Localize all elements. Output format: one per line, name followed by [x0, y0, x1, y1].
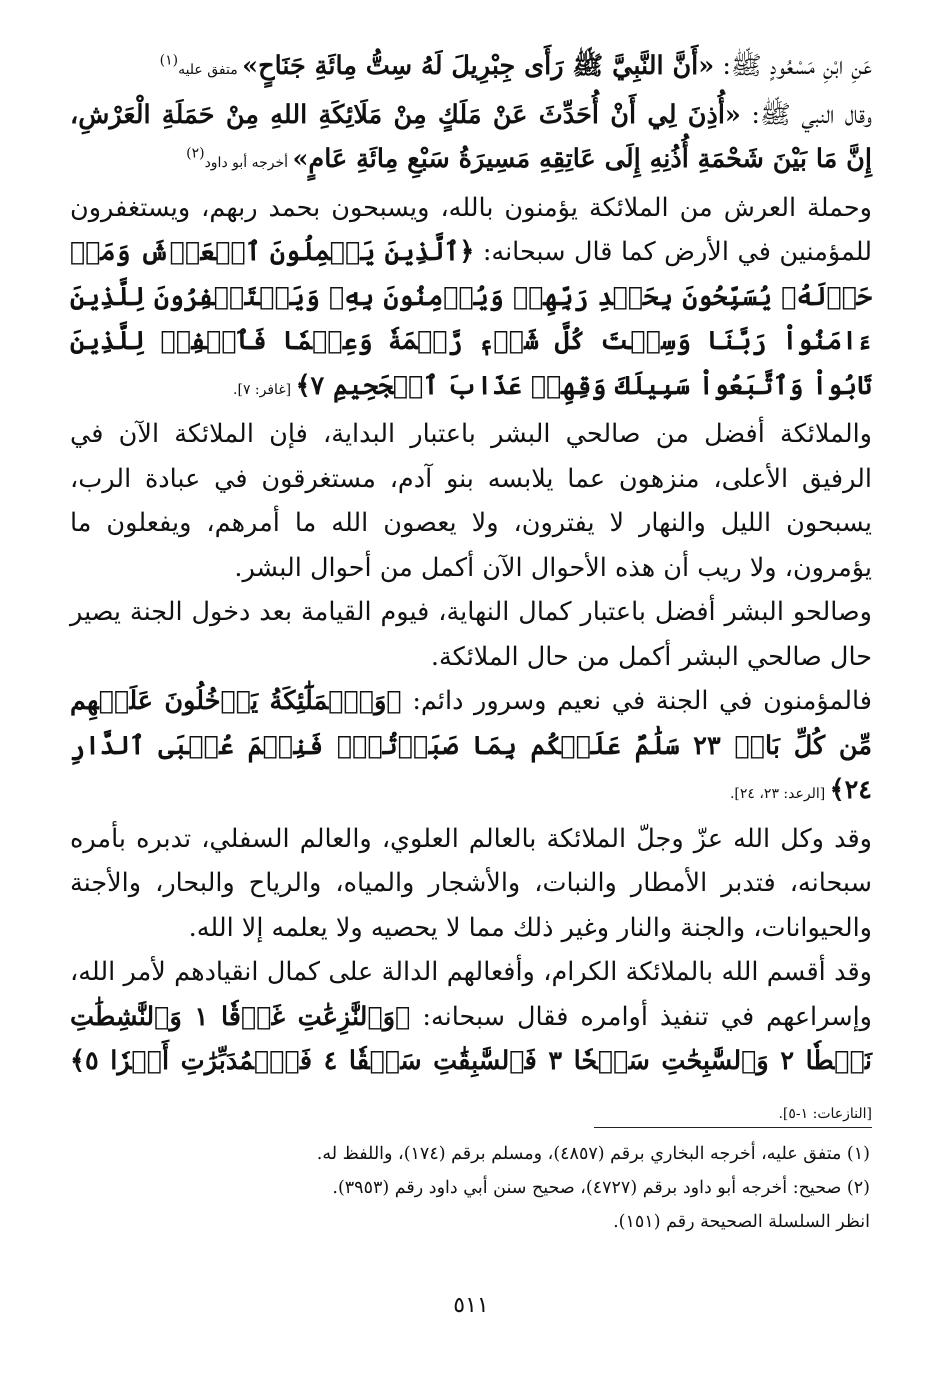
angels-duties-paragraph: وقد وكل الله عزّ وجلّ الملائكة بالعالم العلوي، والعالم السفلي، تدبره بأمره سبحانه، فتدبر الأمطار والنبات، والأشجار والمياه، والرياح والبحار، والأجنة والحيوانات، والجنة والنار وغير ذلك مما لا يحصيه ولا يعلمه إلا الله.	[70, 823, 872, 943]
surah-reference: [النازعات: ١-٥].	[778, 1105, 872, 1122]
surah-reference: [الرعد: ٢٣، ٢٤].	[729, 786, 830, 802]
righteous-humans-paragraph: وصالحو البشر أفضل باعتبار كمال النهاية، فيوم القيامة بعد دخول الجنة يصير حال صالحي البشر أكمل من حال الملائكة.	[70, 597, 872, 672]
quran-verse: ﴿وَٱلۡمَلَٰٓئِكَةُ يَدۡخُلُونَ عَلَيۡهِم مِّن كُلِّ بَابٖ ٢٣ سَلَٰمٌ عَلَيۡكُم بِمَا صَبَرۡتُمۡۚ فَنِعۡمَ عُقۡبَى ٱلدَّارِ ٢٤﴾	[70, 686, 872, 805]
oath-paragraph: وقد أقسم الله بالملائكة الكرام، وأفعالهم الدالة على كمال انقيادهم لأمر الله، وإسراعهم في تنفيذ أوامره فقال سبحانه: ﴿وَٱلنَّٰزِعَٰتِ غَرۡقٗا ١ وَٱلنَّٰشِطَٰتِ نَشۡطٗا ٢ وَٱلسَّٰبِحَٰتِ سَبۡحٗا ٣ فَٱلسَّٰبِقَٰتِ سَبۡقٗا ٤ فَٱلۡمُدَبِّرَٰتِ أَمۡرٗا ٥﴾ [النازعات: ١-٥].	[70, 957, 872, 1122]
footnote-marker: (٢)	[186, 145, 205, 162]
throne-bearers-paragraph: وحملة العرش من الملائكة يؤمنون بالله، ويسبحون بحمد ربهم، ويستغفرون للمؤمنين في الأرض كما قال سبحانه: ﴿ٱلَّذِينَ يَحۡمِلُونَ ٱلۡعَرۡشَ وَمَنۡ حَوۡلَهُۥ يُسَبِّحُونَ بِحَمۡدِ رَبِّهِمۡ وَيُؤۡمِنُونَ بِهِۦ وَيَسۡتَغۡفِرُونَ لِلَّذِينَ ءَامَنُواْ رَبَّنَا وَسِعۡتَ كُلَّ شَيۡءٖ رَّحۡمَةٗ وَعِلۡمٗا فَٱغۡفِرۡ لِلَّذِينَ تَابُواْ وَٱتَّبَعُواْ سَبِيلَكَ وَقِهِمۡ عَذَابَ ٱلۡجَحِيمِ ٧﴾ [غافر: ٧].	[70, 192, 872, 401]
source-reference: متفق عليه	[178, 62, 243, 78]
page-number: ٥١١	[453, 1293, 489, 1318]
source-reference: أخرجه أبو داود	[204, 155, 293, 171]
hadith-quote: «أُذِنَ لِي أَنْ أُحَدِّثَ عَنْ مَلَكٍ مِنْ مَلَائِكَةِ اللهِ مِنْ حَمَلَةِ الْعَرْشِ، إِنَّ مَا بَيْنَ شَحْمَةِ أُذُنِهِ إِلَى عَاتِقِهِ مَسِيرَةُ سَبْعِ مِائَةِ عَامٍ»	[70, 99, 872, 174]
quran-verse: ﴿ٱلَّذِينَ يَحۡمِلُونَ ٱلۡعَرۡشَ وَمَنۡ حَوۡلَهُۥ يُسَبِّحُونَ بِحَمۡدِ رَبِّهِمۡ وَيُؤۡمِنُونَ بِهِۦ وَيَسۡتَغۡفِرُونَ لِلَّذِينَ ءَامَنُواْ رَبَّنَا وَسِعۡتَ كُلَّ شَيۡءٖ رَّحۡمَةٗ وَعِلۡمٗا فَٱغۡفِرۡ لِلَّذِينَ تَابُواْ وَٱتَّبَعُواْ سَبِيلَكَ وَقِهِمۡ عَذَابَ ٱلۡجَحِيمِ ٧﴾	[70, 237, 872, 401]
angels-superiority-paragraph: والملائكة أفضل من صالحي البشر باعتبار البداية، فإن الملائكة الآن في الرفيق الأعلى، منزهون عما يلابسه بنو آدم، مستغرقون في عبادة الرب، يسبحون الليل والنهار لا يفترون، ولا يعصون الله ما أمرهم، ويفعلون ما يؤمرون، ولا ريب أن هذه الأحوال الآن أكمل من أحوال البشر.	[70, 419, 872, 583]
hadith-paragraph-2: وقال النبي ﷺ: «أُذِنَ لِي أَنْ أُحَدِّثَ عَنْ مَلَكٍ مِنْ مَلَائِكَةِ اللهِ مِنْ حَمَلَةِ الْعَرْشِ، إِنَّ مَا بَيْنَ شَحْمَةِ أُذُنِهِ إِلَى عَاتِقِهِ مَسِيرَةُ سَبْعِ مِائَةِ عَامٍ» أخرجه أبو داود$^{(٢)}$	[70, 99, 872, 174]
hadith-quote: «أَنَّ النَّبِيَّ ﷺ رَأَى جِبْرِيلَ لَهُ سِتُّ مِائَةِ جَنَاحٍ»	[242, 51, 715, 81]
surah-reference: [غافر: ٧].	[233, 381, 296, 398]
footnote-2: (٢) صحيح: أخرجه أبو داود برقم (٤٧٢٧)، صحيح سنن أبي داود رقم (٣٩٥٣).	[332, 1178, 870, 1198]
quran-verse: ﴿وَٱلنَّٰزِعَٰتِ غَرۡقٗا ١ وَٱلنَّٰشِطَٰتِ نَشۡطٗا ٢ وَٱلسَّٰبِحَٰتِ سَبۡحٗا ٣ فَٱلسَّٰبِقَٰتِ سَبۡقٗا ٤ فَٱلۡمُدَبِّرَٰتِ أَمۡرٗا ٥﴾	[70, 1001, 872, 1076]
hadith-paragraph-1: عَنِ ابْنِ مَسْعُودٍ ﷺ: «أَنَّ النَّبِيَّ ﷺ رَأَى جِبْرِيلَ لَهُ سِتُّ مِائَةِ جَنَاحٍ» متفق عليه$^{(١)}$	[159, 51, 872, 81]
footnote-3: انظر السلسلة الصحيحة رقم (١٥١).	[613, 1212, 870, 1232]
footnote-marker: (١)	[159, 52, 179, 69]
footnotes	[72, 1137, 870, 1239]
main-text	[70, 44, 872, 1136]
footnote-divider	[594, 1127, 872, 1128]
footnote-1: (١) متفق عليه، أخرجه البخاري برقم (٤٨٥٧)، ومسلم برقم (١٧٤)، واللفظ له.	[316, 1144, 870, 1164]
paradise-paragraph: فالمؤمنون في الجنة في نعيم وسرور دائم: ﴿وَٱلۡمَلَٰٓئِكَةُ يَدۡخُلُونَ عَلَيۡهِم مِّن كُلِّ بَابٖ ٢٣ سَلَٰمٌ عَلَيۡكُم بِمَا صَبَرۡتُمۡۚ فَنِعۡمَ عُقۡبَى ٱلدَّارِ ٢٤﴾ [الرعد: ٢٣، ٢٤].	[70, 686, 872, 805]
